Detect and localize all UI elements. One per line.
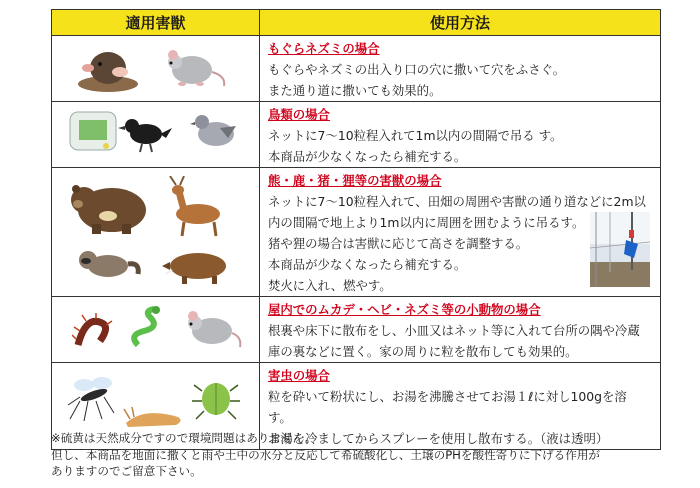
method-line: 焚火に入れ、燃やす。: [268, 278, 392, 293]
method-line: 本商品が少なくなったら補充する。: [268, 149, 467, 164]
mole-mouse-illustration: [74, 42, 234, 94]
usage-table: [51, 9, 661, 450]
footnote-line: 但し、本商品を地面に撒くと雨や土中の水分と反応して希硫酸化し、土壌のPHを酸性寄りに下げる作用が: [51, 447, 601, 462]
method-line: 内の間隔で地上より1m以内に周囲を囲むように吊るす。: [268, 215, 585, 230]
slug-image: [124, 407, 181, 427]
animals-cell-birds: [52, 102, 260, 168]
case-title: 屋内でのムカデ・ヘビ・ネズミ等の小動物の場合: [268, 302, 541, 317]
stink-bug-image: [192, 383, 240, 419]
insects-illustration: [66, 373, 246, 433]
footnote-line: ※硫黄は天然成分ですので環境問題はありません。: [51, 431, 317, 445]
product-bag-image: [70, 112, 116, 150]
method-line: もぐらやネズミの出入り口の穴に撒いて穴をふさぐ。: [268, 62, 566, 77]
method-cell-large-pests: [260, 168, 661, 297]
deer-image: [170, 176, 220, 236]
animals-cell-large-pests: [52, 168, 260, 297]
snake-image: [134, 306, 160, 345]
footnote-line: ありますのでご留意下さい。: [51, 464, 202, 478]
raccoon-dog-image: [79, 251, 138, 277]
mosquito-image: [68, 377, 114, 421]
header-animals: 適用害獣: [52, 10, 260, 36]
method-cell-mole-rat: [260, 36, 661, 102]
mole-image: [78, 52, 138, 92]
animals-cell-mole-rat: [52, 36, 260, 102]
net-field-photo: [590, 212, 650, 287]
method-cell-birds: [260, 102, 661, 168]
boar-image: [162, 253, 226, 284]
case-title: 鳥類の場合: [268, 107, 330, 122]
method-cell-small-pests: [260, 297, 661, 363]
method-line: ネットに7～10粒程入れて、田畑の周囲や害獣の通り道などに2m以: [268, 194, 646, 209]
mouse-image: [188, 311, 240, 347]
centipede-image: [72, 313, 112, 345]
small-pests-illustration: [72, 305, 242, 351]
birds-illustration: [66, 106, 246, 154]
method-line: ネットに7～10粒程入れて1m以内の間隔で吊る す。: [268, 128, 563, 143]
method-line: 根裏や床下に散布をし、小皿又はネット等に入れて台所の隅や冷蔵: [268, 323, 640, 338]
method-line: 本商品が少なくなったら補充する。: [268, 257, 467, 272]
pigeon-image: [190, 115, 236, 146]
header-method: 使用方法: [260, 10, 661, 36]
method-line: 粒を砕いて粉状にし、お湯を沸騰させてお湯１ℓに対し100gを溶: [268, 389, 627, 404]
method-line: また通り道に撒いても効果的。: [268, 83, 442, 98]
large-pests-illustration: [66, 176, 246, 288]
footnote: [51, 430, 681, 480]
method-line: す。: [268, 410, 292, 425]
animals-cell-small-pests: [52, 297, 260, 363]
case-title: 熊・鹿・猪・狸等の害獣の場合: [268, 173, 442, 188]
crow-image: [118, 119, 172, 152]
mouse-image: [168, 50, 224, 86]
method-line: 猪や狸の場合は害獣に応じて高さを調整する。: [268, 236, 529, 251]
method-line: お湯を冷ましてからスプレーを使用し散布する。（液は透明）: [268, 431, 609, 446]
bear-image: [71, 185, 146, 234]
case-title: もぐらネズミの場合: [268, 41, 380, 56]
case-title: 害虫の場合: [268, 368, 330, 383]
method-line: 庫の裏などに置く。家の周りに粒を散布しても効果的。: [268, 344, 578, 359]
